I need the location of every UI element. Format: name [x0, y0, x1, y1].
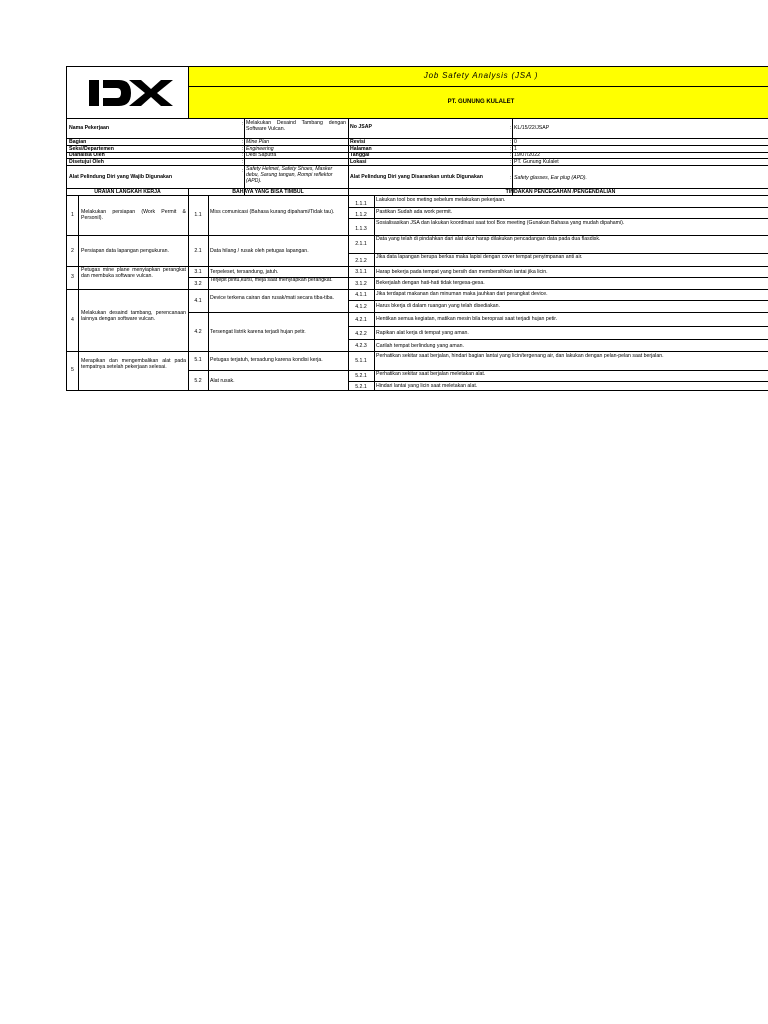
nama-pekerjaan-label: Nama Pekerjaan — [69, 125, 110, 131]
control-no: 3.1.2 — [355, 281, 367, 287]
hazard-text: Terjepit pintu,kursi, meja saat menyiapkan perangkat. — [210, 277, 333, 283]
hazard-no: 5.2 — [194, 378, 202, 384]
no-jsap-value: KL/15/22/JSAP — [514, 125, 550, 131]
control-no: 2.1.2 — [355, 258, 367, 264]
control-text: Carilah tempat berlindung yang aman. — [376, 343, 464, 349]
hazard-no: 5.1 — [194, 357, 202, 363]
control-text: Lakukan tool box meting sebelum melakukan pekerjaan. — [376, 197, 506, 203]
control-text: Harap bekerja pada tempat yang bersih dan membersihkan lantai jika licin. — [376, 269, 548, 275]
step-no: 2 — [71, 248, 74, 254]
dianalisa-label: Dianalisa Oleh — [69, 152, 105, 158]
bagian-value: Mine Plan — [246, 139, 270, 145]
hazard-text: Data hilang / rusak oleh petugas lapangan. — [210, 248, 309, 254]
seksi-label: Seksi/Departemen — [69, 146, 114, 152]
disetujui-label: Disetujui Oleh — [69, 159, 104, 165]
dianalisa-value: Dedi Saputra — [246, 152, 277, 158]
apd-saran-label: Alat Pelindung Diri yang Disarankan untuk Digunakan — [350, 174, 483, 180]
apd-wajib-label: Alat Pelindung Diri yang Wajib Digunakan — [69, 174, 172, 180]
company-logo — [85, 75, 173, 111]
control-text: Hindari lantai yang licin saat meletakan alat. — [376, 383, 478, 389]
no-jsap-label: No JSAP — [350, 124, 372, 130]
tanggal-value: 19/07/2022 — [514, 152, 540, 158]
control-text: Data yang telah di pindahkan dari alat ukur harap dilakukan pencadangan data pada dua flasdisk. — [376, 236, 601, 242]
control-text: Harus bkerja di dalam ruangan yang telah disediakan. — [376, 303, 501, 309]
lokasi-value: PT. Gunung Kulalet — [514, 159, 559, 165]
control-text: Perhatikan sekitar saat berjalan, hindari bagian lantai yang licin/tergenang air, dan lakukan dengan pelan-pelan saat berjalan. — [376, 353, 664, 359]
control-text: Jika data lapangan berupa berkas maka lapisi dengan cover tempat penyimpanan anti air. — [376, 254, 583, 260]
tanggal-label: Tanggal — [350, 152, 370, 158]
step-text: Petugas mine plane menyiapkan perangkat dan membuka software vulcan. — [81, 267, 186, 279]
hazard-text: Petugas terjatuh, tersadung karena kondisi kerja. — [210, 357, 323, 363]
control-text: Rapikan alat kerja di tempat yang aman. — [376, 330, 469, 336]
control-text: Jika terdapat makanan dan minuman maka jauhkan dari perangkat device. — [376, 291, 548, 297]
control-no: 4.2.3 — [355, 343, 367, 349]
jsa-form: Job Safety Analysis (JSA ) PT. GUNUNG KULALET Nama Pekerjaan : Melakukan Desaind Tambang dengan Software Vulcan. No JSAP : KL/15/22/JSAP Bagian : Mine Plan Revisi : 0 Seksi/Departemen : Engineering Halaman : 1 Dianalisa Oleh : Dedi Saputra Tanggal : 19/07/2022 Disetujui Oleh : Lokasi : PT. Gunung Kulalet Alat Pelindung Diri yang Wajib Digunakan : Safety Helmet, Safety Shoes, Masker debu, Sarung tangan, Rompi reflektor (APD). Alat Pelindung Diri yang Disarankan untuk Digunakan : Safety glasses, Ear plug (APD). URAIAN LANGKAH KERJA BAHAYA YANG BISA TIMBUL TINDAKAN PENCEGAHAN /PENGENDALIAN 1 Melakukan persiapan (Work Permit & Personil). 2 Persiapan data lapangan pengukuran. 3 Petugas mine plane menyiapkan perangkat dan membuka software vulcan. 4 Melakukan desaind tambang, perencanaan lainnya dengan software vulcan. 5 Merapikan dan mengembalikan alat pada tempatnya setelah pekerjaan selesai. 1.1 Miss comunicasi (Bahasa kurang dipahami/Tidak tau). 2.1 Data hilang / rusak oleh petugas lapangan. 3.1 Terpeleset, tersandung, jatuh. 3.2 Terjepit pintu,kursi, meja saat menyiapkan perangkat. 4.1 Device terkena cairan dan rusak/mati secara tiba-tiba. 4.2 Tersengat listrik karena terjadi hujan petir. 5.1 Petugas terjatuh, tersadung karena kondisi kerja. 5.2 Alat rusak. 1.1.1 Lakukan tool box meting sebelum melakukan pekerjaan. 1.1.2 Pastikan Sudah ada work permit. 1.1.3 Sosialisasikan JSA dan lakukan koordinasi saat tool Box meeting (Gunakan Bahasa yang mudah dipahami). 2.1.1 Data yang telah di pindahkan dari alat ukur harap dilakukan pencadangan data pada dua flasdisk. 2.1.2 Jika data lapangan berupa berkas maka lapisi dengan cover tempat penyimpanan anti air. 3.1.1 Harap bekerja pada tempat yang bersih dan membersihkan lantai jika licin. 3.1.2 Bekerjalah dengan hati-hati tidak tergesa-gesa. 4.1.1 Jika terdapat makanan dan minuman maka jauhkan dari perangkat device. 4.1.2 Harus bkerja di dalam ruangan yang telah disediakan. 4.2.1 Hentikan semua kegiatan, matikan mesin bila beroprasi saat terjadi hujan petir. 4.2.2 Rapikan alat kerja di tempat yang aman. 4.2.3 Carilah tempat berlindung yang aman. 5.1.1 Perhatikan sekitar saat berjalan, hindari bagian lantai yang licin/tergenang air, dan lakukan dengan pelan-pelan saat berjalan. 5.2.1 Perhatikan sekitar saat berjalan meletakan alat. 5.2.1 Hindari lantai yang licin saat meletakan alat. — [66, 66, 768, 391]
lokasi-label: Lokasi — [350, 159, 367, 165]
halaman-value: 1 — [514, 146, 517, 152]
control-text: Hentikan semua kegiatan, matikan mesin bila beroprasi saat terjadi hujan petir. — [376, 316, 558, 322]
hazard-no: 3.1 — [194, 269, 202, 275]
hazard-text: Tersengat listrik karena terjadi hujan petir. — [210, 329, 306, 335]
control-no: 4.1.2 — [355, 304, 367, 310]
control-no: 2.1.1 — [355, 241, 367, 247]
step-text: Persiapan data lapangan pengukuran. — [81, 248, 169, 254]
hazard-text: Device terkena cairan dan rusak/mati secara tiba-tiba. — [210, 295, 334, 301]
col-tindakan: TINDAKAN PENCEGAHAN /PENGENDALIAN — [505, 189, 616, 195]
control-no: 4.2.1 — [355, 317, 367, 323]
bagian-label: Bagian — [69, 139, 87, 145]
col-uraian: URAIAN LANGKAH KERJA — [94, 189, 161, 195]
control-no: 4.1.1 — [355, 292, 367, 298]
logo-mark-icon — [85, 75, 173, 111]
step-text: Melakukan desaind tambang, perencanaan lainnya dengan software vulcan. — [81, 310, 186, 322]
hazard-no: 4.2 — [194, 329, 202, 335]
col-bahaya: BAHAYA YANG BISA TIMBUL — [232, 189, 304, 195]
hazard-no: 2.1 — [194, 248, 202, 254]
revisi-value: 0 — [514, 139, 517, 145]
step-no: 1 — [71, 212, 74, 218]
control-text: Sosialisasikan JSA dan lakukan koordinasi saat tool Box meeting (Gunakan Bahasa yang mudah dipahami). — [376, 220, 625, 226]
hazard-no: 3.2 — [194, 281, 202, 287]
company-name: PT. GUNUNG KULALET — [447, 99, 515, 105]
nama-pekerjaan-value: Melakukan Desaind Tambang dengan Software Vulcan. — [246, 120, 346, 132]
step-text: Merapikan dan mengembalikan alat pada tempatnya setelah pekerjaan selesai. — [81, 358, 186, 370]
form-title: Job Safety Analysis (JSA ) — [423, 71, 539, 80]
revisi-label: Revisi — [350, 139, 366, 145]
control-text: Pastikan Sudah ada work permit. — [376, 209, 453, 215]
hazard-no: 4.1 — [194, 298, 202, 304]
control-no: 4.2.2 — [355, 331, 367, 337]
control-no: 3.1.1 — [355, 269, 367, 275]
apd-wajib-value: Safety Helmet, Safety Shoes, Masker debu, Sarung tangan, Rompi reflektor (APD). — [246, 166, 333, 184]
step-no: 3 — [71, 274, 74, 280]
control-no: 5.2.1 — [355, 373, 367, 379]
hazard-text: Terpeleset, tersandung, jatuh. — [210, 269, 279, 275]
hazard-text: Miss comunicasi (Bahasa kurang dipahami/Tidak tau). — [210, 209, 335, 215]
apd-saran-value: Safety glasses, Ear plug (APD). — [514, 175, 587, 181]
step-no: 5 — [71, 367, 74, 373]
hazard-text: Alat rusak. — [210, 378, 235, 384]
control-text: Perhatikan sekitar saat berjalan meletakan alat. — [376, 371, 486, 377]
control-no: 1.1.3 — [355, 226, 367, 232]
control-no: 5.1.1 — [355, 358, 367, 364]
seksi-value: Engineering — [246, 146, 274, 152]
hazard-no: 1.1 — [194, 212, 202, 218]
control-no: 5.2.1 — [355, 384, 367, 390]
halaman-label: Halaman — [350, 146, 372, 152]
step-text: Melakukan persiapan (Work Permit & Personil). — [81, 209, 186, 221]
control-no: 1.1.1 — [355, 201, 367, 207]
control-text: Bekerjalah dengan hati-hati tidak tergesa-gesa. — [376, 280, 485, 286]
step-no: 4 — [71, 317, 74, 323]
control-no: 1.1.2 — [355, 212, 367, 218]
